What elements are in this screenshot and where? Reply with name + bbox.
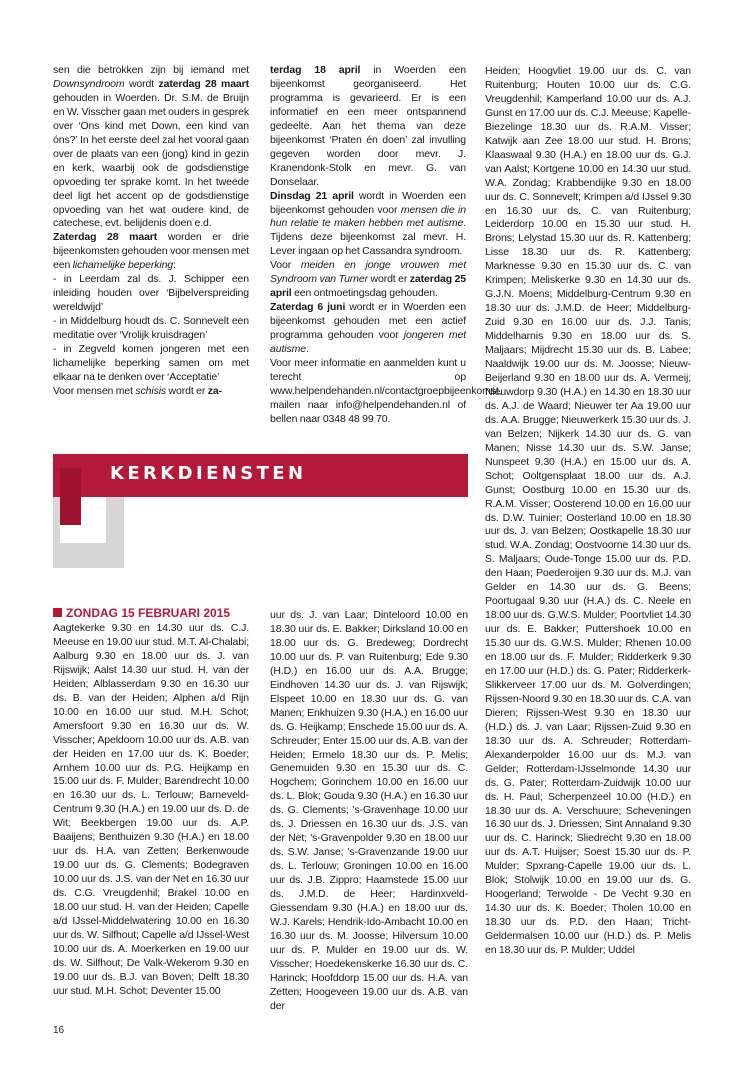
heading-square-icon [53, 608, 62, 617]
article-paragraph: terdag 18 april in Woerden een bijeenkomst georganiseerd. Het programma is gevarieerd. Er is een informatief en een meer ontspannend gedeelte. Aan het thema van deze bijeenkomst ‘Praten én doen’ zal invulling gegeven worden door mevr. J. Kranendonk-Stolk en mevr. G. van Donselaar. [270, 64, 466, 188]
services-column-1 [53, 622, 249, 1022]
article-list-item: - in Leerdam zal ds. J. Schipper een inleiding houden over ‘Bijbelverspreiding wereldwijd’ [53, 273, 249, 314]
article-paragraph: Voor meiden en jonge vrouwen met Syndroom van Turner wordt er zaterdag 25 april een ontmoetingsdag gehouden. [270, 259, 467, 300]
page-number: 16 [53, 1025, 65, 1036]
services-column-3 [485, 65, 691, 1025]
article-column-1 [53, 64, 249, 399]
article-column-2 [270, 64, 502, 427]
services-column-2 [270, 609, 468, 1021]
services-list: uur ds. J. van Laar; Dinteloord 10.00 en 18.30 uur ds. E. Bakker; Dirksland 10.00 en 18.00 uur ds. G. Bredeweg; Dordrecht 10.00 uur ds. P. van Ruitenburg; Ede 9.30 (H.D.) en 16.00 uur ds. A.A. Brugge; Eindhoven 14.30 uur ds. J. van Rijswijk; Elspeet 10.00 en 18.30 uur ds. G. van Manen; Enkhuizen 9.30 (H.A.) en 16.00 uur ds. G. Heijkamp; Enschede 15.00 uur ds. A. Schreuder; Enter 15.00 uur ds. A.B. van der Heiden; Ermelo 18.30 uur ds. P. Melis; Genemuiden 9.30 en 15.30 uur ds. C. Hogchem; Gorinchem 10.00 en 16.00 uur ds. L. Blok; Gouda 9.30 (H.A.) en 16.30 uur ds. G. Clements; 's-Gravenhage 10.00 uur ds. J. Driessen en 16.30 uur ds. J.S. van der Net; 's-Gravenpolder 9.30 en 18.00 uur ds. S.W. Janse; 's-Gravenzande 19.00 uur ds. L. Terlouw; Groningen 10.00 en 16.00 uur ds. J.B. Zippro; Haamstede 15.00 uur ds. J.M.D. de Heer; Hardinxveld-Giessendam 9.30 (H.A.) en 18.00 uur ds. W.J. Karels; Hendrik-Ido-Ambacht 10.00 en 16.30 uur ds. M. Joosse; Hilversum 10.00 uur ds. P. Mulder en 19.00 uur ds. W. Visscher; Hoedekenskerke 16.30 uur ds. C. Harinck; Hoofddorp 15.00 uur ds. H.A. van Zetten; Hoogeveen 19.00 uur ds. A.B. van der [270, 609, 468, 1012]
decor-red-bar [60, 468, 81, 525]
services-list: Heiden; Hoogvliet 19.00 uur ds. C. van Ruitenburg; Houten 10.00 uur ds. C.G. Vreugdenhil; Kamperland 10.00 uur ds. A.J. Gunst en 17.00 uur ds. C.J. Meeuse; Kapelle-Biezelinge 18.30 uur ds. R.A.M. Visser; Katwijk aan Zee 18.00 uur stud. H. Brons; Klaaswaal 9.30 (H.A.) en 18.00 uur ds. G.J. van Aalst; Kortgene 10.00 en 14.30 uur stud. W.A. Zondag; Krabbendijke 9.30 en 18.00 uur ds. C. Sonnevelt; Krimpen a/d IJssel 9.30 en 16.30 uur ds. C. van Ruitenburg; Leiderdorp 10.00 en 15.30 uur stud. H. Brons; Lelystad 15.30 uur ds. R. Kattenberg; Lisse 18.30 uur ds. R. Kattenberg; Marknesse 9.30 en 15.30 uur ds. C. van Krimpen; Meliskerke 9.30 en 14.30 uur ds. G.J.N. Moens; Middelburg-Centrum 9.30 en 18.30 uur ds. J.M.D. de Heer; Middelburg-Zuid 9.30 en 16.00 uur ds. J.J. Tanis; Middelharnis 9.30 en 18.00 uur ds. S. Maljaars; Mijdrecht 15.30 uur ds. B. Labee; Naaldwijk 19.00 uur ds. M. Joosse; Nieuw-Beijerland 9.30 en 18.00 uur ds. A. Vermeij; Nieuwdorp 9.30 (H.A.) en 14.30 en 18.30 uur ds. A.J. de Waard; Nieuwer ter Aa 19.00 uur ds. A.A. Brugge; Nieuwerkerk 15.30 uur ds. J. van Belzen; Nijkerk 14.30 uur ds. G. van Manen; Nisse 14.30 uur ds. S.W. Janse; Nunspeet 9.30 (H.A.) en 15.00 uur ds. A. Schot; Ooltgensplaat 18.00 uur ds. A.J. Gunst; Oostburg 10.00 en 15.30 uur ds. R.A.M. Visser; Oosterend 10.00 en 16.00 uur ds. D.W. Tuinier; Oosterland 10.00 en 18.30 uur ds. J. van Belzen; Oostkapelle 18.30 uur stud. W.A. Zondag; Oostvoorne 14.30 uur ds. S. Maljaars; Oude-Tonge 15.00 uur ds. P.D. den Haan; Poederoijen 9.30 uur ds. M.J. van Gelder en 14.30 uur ds. G. Beens; Poortugaal 9.30 uur (H.A.) ds. C. Neele en 18.00 uur ds. G.W.S. Mulder; Poortvliet 14.30 uur ds. E. Bakker; Puttershoek 10.00 en 15.30 uur ds. G.W.S. Mulder; Rhenen 10.00 en 18.00 uur ds. F. Mulder; Ridderkerk 9.30 en 17.00 uur (H.D.) ds. G. Pater; Ridderkerk-Slikkerveer 17.00 uur ds. M. Golverdingen; Rijssen-Noord 9.30 en 18.30 uur ds. C.A. van Dieren; Rijssen-West 9.30 en 18.30 uur (H.D.) ds. J. van Laar; Rijssen-Zuid 9.30 en 18.30 uur ds. A. Schreuder; Rotterdam-Alexanderpolder 16.00 uur ds. M.J. van Gelder; Rotterdam-IJsselmonde 14.30 uur ds. G. Pater; Rotterdam-Zuidwijk 10.00 uur ds. H. Paul; Scherpenzeel 10.00 (H.D.) en 18.30 uur ds. A. Verschuure; Scheveningen 16.30 uur ds. J. Driessen; Sint Annaland 9.30 uur ds. C. Harinck; Sliedrecht 9.30 en 18.00 uur ds. A.T. Huijser; Soest 15.30 uur ds. P. Mulder; Spxrang-Capelle 19.00 uur ds. L. Blok; Stolwijk 10.00 en 19.00 uur ds. G. Hoogerland; Terwolde - De Vecht 9.30 en 14.30 uur ds. K. Boeder; Tholen 10.00 en 18.30 uur ds. P.D. den Haan; Tricht-Geldermalsen 10.00 uur (H.D.) ds. P. Melis en 18.30 uur ds. P. Mulder; Uddel [485, 65, 691, 957]
banner-title: KERKDIENSTEN [110, 463, 307, 484]
article-list-item: - in Zegveld komen jongeren met een lichamelijke beperking samen om met elkaar na te denken over ‘Acceptatie’ [53, 343, 249, 383]
article-paragraph: Zaterdag 6 juni wordt er in Woerden een bijeenkomst gehouden met een actief programma gehouden voor jongeren met autisme. [270, 301, 466, 356]
article-paragraph: sen die betrokken zijn bij iemand met Downsyndroom wordt zaterdag 28 maart gehouden in Woerden. Dr. S.M. de Bruijn en W. Visscher gaan met ouders in gesprek over ‘Ons kind met Down, een kind van óns?’ In het eerste deel zal het vooral gaan over de plaats van een (jong) kind in gezin en kerk, waarbij ook de godsdienstige opvoeding ter sprake komt. In het tweede deel ligt het accent op de godsdienstige opvoeding van het wat oudere kind, de catechese, evt. belijdenis doen e.d. [53, 64, 249, 230]
services-list: Aagtekerke 9.30 en 14.30 uur ds. C.J. Meeuse en 19.00 uur stud. M.T. Al-Chalabi; Aalburg 9.30 en 18.00 uur ds. J. van Rijswijk; Aalst 14.30 uur stud. H. van der Heiden; Alblasserdam 9.30 en 16.30 uur ds. B. van der Heiden; Alphen a/d Rijn 10.00 en 16.00 uur stud. M.H. Schot; Amersfoort 9.30 en 16.30 uur ds. W. Visscher; Apeldoorn 10.00 uur ds. A.B. van der Heiden en 17.00 uur ds. K. Boeder; Arnhem 10.00 uur ds. P.G. Heijkamp en 15.00 uur ds. F. Mulder; Barendrecht 10.00 en 16.30 uur ds. L. Terlouw; Barneveld-Centrum 9.30 (H.A.) en 19.00 uur ds. D. de Wit; Beekbergen 19.00 uur ds. A.P. Baaijens; Benthuizen 9.30 (H.A.) en 18.00 uur ds. H.A. van Zetten; Berkenwoude 19.00 uur ds. G. Clements; Bodegraven 10.00 uur ds. J.S. van der Net en 16.30 uur ds. C.G. Vreugdenhil; Brakel 10.00 en 18.00 uur stud. H. van der Heiden; Capelle a/d IJssel-Middelwatering 10.00 en 16.30 uur ds. W. Silfhout; Capelle a/d IJssel-West 10.00 uur ds. A. Moerkerken en 19.00 uur ds. W. Silfhout; De Valk-Wekerom 9.30 en 19.00 uur ds. B.J. van Boven; Delft 18.30 uur stud. M.H. Schot; Deventer 15.00 [53, 622, 249, 997]
article-paragraph: Voor mensen met schisis wordt er za- [53, 384, 222, 397]
article-paragraph: Zaterdag 28 maart worden er drie bijeenkomsten gehouden voor mensen met een lichamelijke beperking: [53, 231, 249, 272]
section-heading [53, 605, 253, 621]
contact-info: Voor meer informatie en aanmelden kunt u terecht op www.helpendehanden.nl/contactgroepbijeenkomst, mailen naar info@helpendehanden.nl of bellen naar 0348 48 99 70. [270, 357, 502, 425]
section-heading-text: ZONDAG 15 FEBRUARI 2015 [66, 606, 231, 620]
article-list-item: - in Middelburg houdt ds. C. Sonnevelt een meditatie over ‘Vrolijk kruisdragen’ [53, 315, 249, 342]
article-paragraph: Dinsdag 21 april wordt in Woerden een bijeenkomst gehouden voor mensen die in hun relatie te maken hebben met autisme. Tijdens deze bijeenkomst zal mevr. H. Lever ingaan op het Cassandra syndroom. [270, 189, 466, 258]
